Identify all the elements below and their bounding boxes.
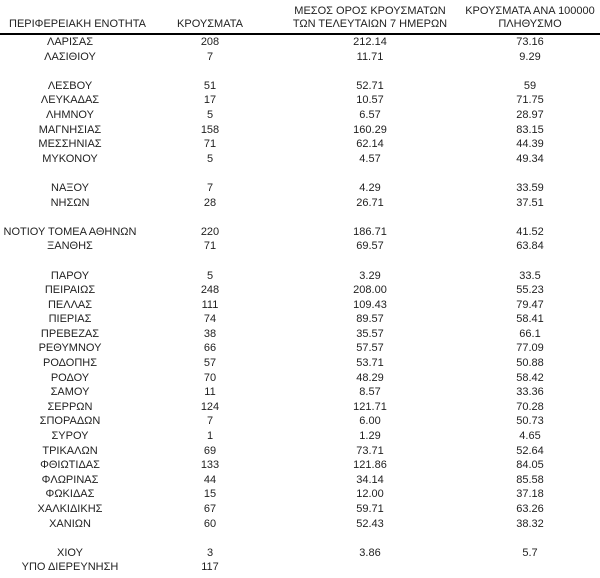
cell-cases-per-100000: 33.36 [516, 386, 544, 399]
cell-cases-per-100000: 73.16 [516, 36, 544, 48]
cell-cases: 5 [206, 269, 214, 282]
cell-regional-unit: ΛΕΥΚΑΔΑΣ [40, 94, 100, 107]
cell-avg-7-days: 6.00 [359, 415, 381, 428]
cell-avg-7-days: 52.71 [356, 79, 384, 92]
cell-regional-unit: ΣΥΡΟΥ [51, 430, 89, 443]
cell-avg-7-days: 62.14 [356, 138, 384, 151]
cell-regional-unit [0, 166, 140, 181]
spacer-row [0, 531, 600, 546]
cell-regional-unit: ΡΟΔΟΥ [50, 371, 90, 384]
cell-cases-per-100000: 28.97 [516, 108, 544, 121]
cell-regional-unit [0, 210, 140, 225]
cell-cases: 158 [200, 123, 220, 136]
cell-avg-7-days: 53.71 [356, 357, 384, 370]
cell-cases-per-100000: 63.84 [516, 240, 544, 253]
table-row [0, 50, 600, 65]
cell-regional-unit: ΛΕΣΒΟΥ [47, 79, 93, 92]
cell-cases-per-100000: 83.15 [516, 123, 544, 136]
table-row [0, 298, 600, 313]
cell-avg-7-days: 12.00 [356, 488, 384, 501]
cell-regional-unit: ΜΑΓΝΗΣΙΑΣ [38, 123, 102, 136]
cell-cases: 66 [203, 342, 217, 355]
cell-avg-7-days: 1.29 [359, 430, 381, 443]
table-row [0, 546, 600, 561]
cell-cases-per-100000: 33.59 [516, 181, 544, 194]
table-row [0, 458, 600, 473]
table-row [0, 283, 600, 298]
cell-cases-per-100000 [460, 210, 600, 225]
column-header-cases [140, 0, 280, 34]
table-row [0, 341, 600, 356]
cell-avg-7-days: 89.57 [356, 313, 384, 326]
cell-regional-unit: ΣΑΜΟΥ [50, 386, 90, 399]
cell-cases-per-100000 [460, 254, 600, 269]
cell-cases-per-100000: 37.51 [516, 196, 544, 209]
cell-cases: 1 [206, 430, 214, 443]
cell-regional-unit: ΧΑΝΙΩΝ [49, 517, 91, 530]
table-row [0, 414, 600, 429]
cell-cases: 69 [203, 444, 217, 457]
table-row [0, 487, 600, 502]
cell-regional-unit: ΠΑΡΟΥ [50, 269, 90, 282]
column-header-label: ΠΕΡΙΦΕΡΕΙΑΚΗ ΕΝΟΤΗΤΑ [9, 18, 146, 30]
cell-cases: 111 [201, 298, 219, 311]
cell-cases: 67 [203, 503, 217, 515]
column-header-regional-unit [0, 0, 146, 34]
table-row [0, 560, 600, 575]
cell-avg-7-days [280, 210, 460, 225]
cell-regional-unit: ΠΕΛΛΑΣ [47, 298, 93, 311]
cell-cases-per-100000: 41.52 [516, 225, 544, 238]
cell-cases-per-100000 [460, 531, 600, 546]
cell-cases: 11 [204, 386, 216, 399]
table-row [0, 269, 600, 284]
cell-avg-7-days: 4.29 [359, 181, 381, 194]
cell-avg-7-days: 11.71 [356, 50, 384, 63]
cell-regional-unit [0, 254, 140, 269]
cell-regional-unit: ΜΥΚΟΝΟΥ [42, 152, 98, 165]
header-row [0, 0, 600, 34]
cell-regional-unit [0, 64, 140, 79]
table-row [0, 137, 600, 152]
cell-regional-unit: ΦΛΩΡΙΝΑΣ [41, 473, 99, 486]
spacer-row [0, 64, 600, 79]
cell-cases-per-100000: 4.65 [519, 430, 541, 443]
spacer-row [0, 210, 600, 225]
cell-cases-per-100000: 44.39 [516, 138, 544, 151]
cell-cases: 7 [206, 415, 214, 428]
column-header-label-line1: ΚΡΟΥΣΜΑΤΑ ΑΝΑ 100000 [465, 5, 595, 17]
cell-avg-7-days: 26.71 [356, 196, 384, 209]
cell-cases-per-100000: 77.09 [516, 342, 544, 355]
cell-avg-7-days [280, 254, 460, 269]
cell-cases-per-100000: 33.5 [519, 269, 541, 282]
cell-regional-unit: ΜΕΣΣΗΝΙΑΣ [38, 138, 102, 151]
cell-cases-per-100000: 50.88 [516, 357, 544, 370]
cell-avg-7-days [280, 64, 460, 79]
cell-cases-per-100000: 79.47 [516, 298, 544, 311]
cell-avg-7-days: 73.71 [356, 444, 384, 457]
cell-cases-per-100000: 63.26 [516, 503, 544, 515]
cell-cases-per-100000: 52.64 [516, 444, 544, 457]
cell-cases-per-100000: 59 [523, 79, 537, 92]
cell-cases: 220 [200, 225, 220, 238]
cell-cases: 71 [203, 138, 217, 151]
table-row [0, 93, 600, 108]
cell-regional-unit: ΦΩΚΙΔΑΣ [45, 488, 95, 501]
cell-avg-7-days: 34.14 [356, 473, 384, 486]
cell-cases-per-100000: 84.05 [516, 459, 544, 472]
table-row [0, 444, 600, 459]
cell-regional-unit: ΝΑΞΟΥ [51, 181, 89, 194]
cell-avg-7-days: 4.57 [359, 152, 381, 165]
table-body [0, 34, 600, 575]
cell-avg-7-days: 35.57 [356, 327, 384, 340]
cell-cases-per-100000: 55.23 [516, 284, 544, 297]
column-header-label-line2: ΠΛΗΘΥΣΜΟ [498, 18, 562, 30]
cell-cases-per-100000: 70.28 [516, 400, 544, 413]
cell-avg-7-days: 8.57 [359, 386, 381, 399]
cell-cases-per-100000: 71.75 [516, 94, 544, 107]
cell-cases: 7 [206, 50, 214, 63]
cell-regional-unit: ΡΟΔΟΠΗΣ [42, 357, 98, 370]
cell-avg-7-days: 69.57 [356, 240, 384, 253]
cell-avg-7-days: 160.29 [353, 123, 387, 136]
cell-cases-per-100000: 58.41 [516, 313, 544, 326]
cell-cases: 44 [203, 473, 217, 486]
cell-cases-per-100000: 5.7 [522, 546, 538, 559]
table-header [0, 0, 600, 34]
cell-cases-per-100000: 37.18 [516, 488, 544, 501]
table-row [0, 152, 600, 167]
cell-cases [140, 210, 280, 225]
cell-regional-unit: ΡΕΘΥΜΝΟΥ [38, 342, 102, 355]
cell-avg-7-days: 3.29 [359, 269, 381, 282]
table-row [0, 196, 600, 211]
table-row [0, 429, 600, 444]
cell-cases: 28 [203, 196, 217, 209]
table-row [0, 473, 600, 488]
cell-avg-7-days: 59.71 [356, 503, 384, 515]
cell-cases-per-100000 [460, 560, 600, 575]
cell-avg-7-days [280, 166, 460, 181]
cell-cases: 124 [200, 400, 220, 413]
cell-cases [140, 64, 280, 79]
cell-avg-7-days: 52.43 [356, 517, 384, 530]
cell-avg-7-days: 212.14 [353, 36, 387, 48]
cell-regional-unit: ΝΗΣΩΝ [50, 196, 90, 209]
cell-regional-unit: ΧΑΛΚΙΔΙΚΗΣ [37, 503, 103, 515]
cell-cases: 57 [203, 357, 217, 370]
cell-avg-7-days [280, 531, 460, 546]
cell-cases-per-100000: 49.34 [516, 152, 544, 165]
column-header-label: ΚΡΟΥΣΜΑΤΑ [177, 18, 243, 30]
cell-avg-7-days: 121.71 [353, 400, 387, 413]
table-row [0, 108, 600, 123]
cell-cases: 3 [206, 546, 214, 559]
cell-avg-7-days: 57.57 [356, 342, 384, 355]
cell-cases-per-100000: 85.58 [516, 473, 544, 486]
cell-regional-unit: ΛΑΣΙΘΙΟΥ [44, 50, 96, 63]
cell-regional-unit: ΛΗΜΝΟΥ [46, 108, 94, 121]
cell-cases [140, 166, 280, 181]
cell-cases: 15 [203, 488, 217, 501]
cell-avg-7-days: 208.00 [353, 284, 387, 297]
table-row [0, 502, 600, 517]
cell-cases: 5 [206, 108, 214, 121]
cell-regional-unit: ΧΙΟΥ [57, 546, 83, 559]
cell-cases-per-100000: 58.42 [516, 371, 544, 384]
cell-avg-7-days: 121.86 [353, 459, 387, 472]
cell-cases: 117 [201, 561, 219, 574]
cell-cases: 248 [200, 284, 220, 297]
cell-avg-7-days: 3.86 [359, 546, 381, 559]
cell-regional-unit: ΠΙΕΡΙΑΣ [48, 313, 92, 326]
cell-avg-7-days: 109.43 [353, 298, 387, 311]
column-header-cases-per-100000 [460, 0, 600, 34]
cell-regional-unit [0, 531, 140, 546]
cell-cases: 38 [203, 327, 217, 340]
cell-regional-unit: ΞΑΝΘΗΣ [47, 240, 93, 253]
cell-cases: 208 [200, 36, 220, 48]
cell-cases-per-100000: 9.29 [519, 50, 541, 63]
cell-cases-per-100000 [460, 166, 600, 181]
spacer-row [0, 254, 600, 269]
table-row [0, 400, 600, 415]
column-header-label-line1: ΜΕΣΟΣ ΟΡΟΣ ΚΡΟΥΣΜΑΤΩΝ [294, 5, 446, 17]
cell-cases: 5 [206, 152, 214, 165]
cell-cases-per-100000: 50.73 [516, 415, 544, 428]
cell-cases: 71 [203, 240, 217, 253]
table-row [0, 34, 600, 50]
cell-cases [140, 254, 280, 269]
table-row [0, 371, 600, 386]
cell-regional-unit: ΠΕΙΡΑΙΩΣ [44, 284, 96, 297]
cell-regional-unit: ΛΑΡΙΣΑΣ [46, 36, 93, 48]
cell-avg-7-days: 186.71 [353, 225, 387, 238]
cell-cases: 70 [203, 371, 217, 384]
cell-regional-unit: ΤΡΙΚΑΛΩΝ [42, 444, 98, 457]
cell-avg-7-days [280, 560, 460, 575]
cell-avg-7-days: 48.29 [356, 371, 384, 384]
cell-cases [140, 531, 280, 546]
cell-cases: 74 [203, 313, 217, 326]
cell-cases: 60 [203, 517, 217, 530]
cell-regional-unit: ΠΡΕΒΕΖΑΣ [40, 327, 100, 340]
cell-cases: 51 [203, 79, 217, 92]
cell-cases-per-100000: 66.1 [519, 327, 541, 340]
cell-regional-unit: ΣΠΟΡΑΔΩΝ [39, 415, 101, 428]
cell-regional-unit: ΝΟΤΙΟΥ ΤΟΜΕΑ ΑΘΗΝΩΝ [3, 225, 137, 238]
cell-cases: 7 [206, 181, 214, 194]
table-row [0, 239, 600, 254]
cell-regional-unit: ΥΠΟ ΔΙΕΡΕΥΝΗΣΗ [21, 561, 119, 574]
cell-regional-unit: ΣΕΡΡΩΝ [47, 400, 93, 413]
cell-cases-per-100000 [460, 64, 600, 79]
column-header-label-line2: ΤΩΝ ΤΕΛΕΥΤΑΙΩΝ 7 ΗΜΕΡΩΝ [292, 18, 448, 30]
cell-avg-7-days: 10.57 [356, 94, 384, 107]
cell-regional-unit: ΦΘΙΩΤΙΔΑΣ [40, 459, 100, 472]
cell-cases: 133 [200, 459, 220, 472]
table-row [0, 123, 600, 138]
table-row [0, 385, 600, 400]
table-row [0, 79, 600, 94]
table-row [0, 517, 600, 532]
cell-cases: 17 [203, 94, 217, 107]
table-row [0, 327, 600, 342]
table-row [0, 356, 600, 371]
table-row [0, 225, 600, 240]
spacer-row [0, 166, 600, 181]
column-header-avg-7-days [280, 0, 460, 34]
table-row [0, 312, 600, 327]
cell-avg-7-days: 6.57 [359, 108, 381, 121]
table-row [0, 181, 600, 196]
cell-cases-per-100000: 38.32 [516, 517, 544, 530]
